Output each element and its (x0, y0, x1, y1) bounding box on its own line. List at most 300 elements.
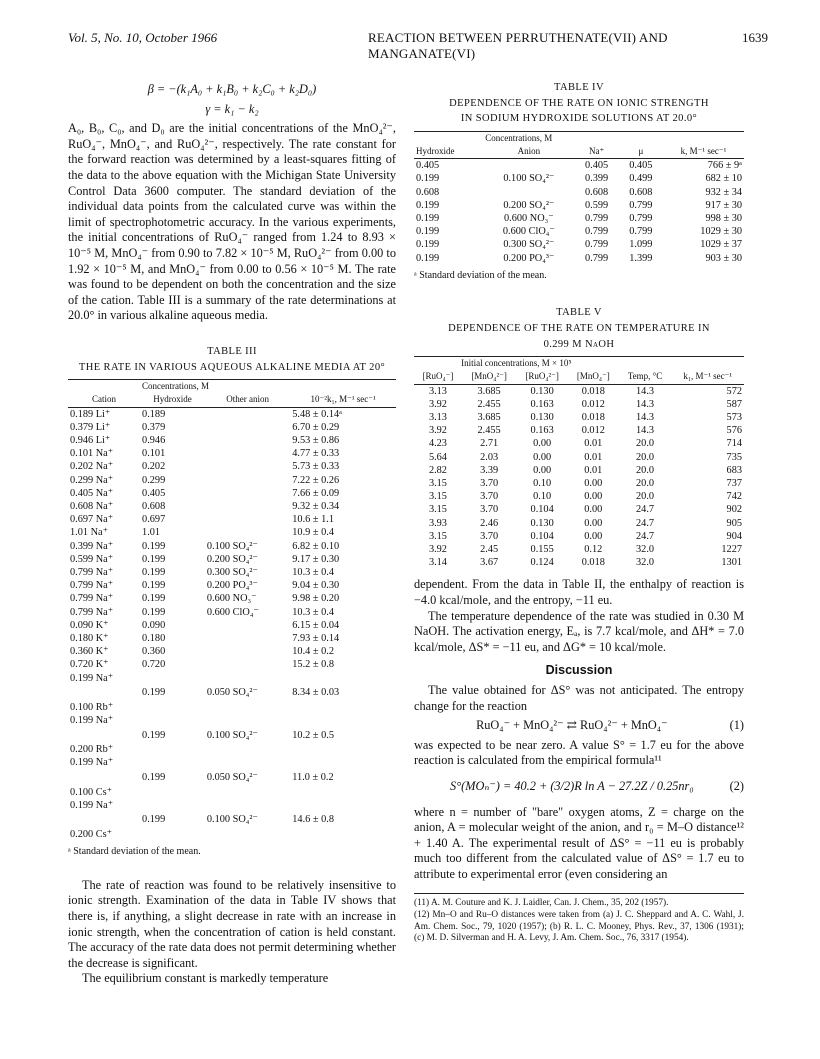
table-cell: 1227 (721, 544, 742, 556)
table-header: Temp, °C (627, 371, 663, 382)
table-cell: 0.00 (533, 451, 552, 463)
table-cell: 20.0 (636, 464, 655, 476)
table-row (414, 437, 744, 450)
table-cell: 0.608 (629, 186, 653, 198)
table-header: Cation (92, 394, 117, 405)
table-row (68, 658, 396, 671)
table-cell: 0.199 (142, 566, 166, 578)
table-cell: 0.200 PO₄³⁻ (206, 580, 258, 592)
table-cell: 905 (726, 517, 742, 529)
table-cell: 10.3 ± 0.4 (292, 606, 334, 618)
table-cell: 6.15 ± 0.04 (292, 619, 340, 631)
table-cell: 32.0 (636, 557, 655, 569)
table-cell: 3.92 (428, 398, 447, 410)
table-cell: 14.6 ± 0.8 (292, 814, 334, 826)
table-header: 10⁻²k₁, M⁻¹ sec⁻¹ (310, 394, 376, 405)
table-row (414, 384, 744, 398)
table-cell: 10.3 ± 0.4 (292, 566, 334, 578)
table-row (68, 553, 396, 566)
paragraph: dependent. From the data in Table II, the enthalpy of reaction is −4.0 kcal/mole, and the entropy, −11 eu. (414, 577, 744, 608)
table-footnote: ᵃ Standard deviation of the mean. (414, 269, 547, 281)
table-cell: 3.15 (428, 478, 447, 490)
table-header: μ (638, 145, 644, 156)
table-cell: 682 ± 10 (705, 173, 742, 185)
table-row (414, 212, 744, 225)
table-cell: 0.946 (142, 434, 166, 446)
table-cell (205, 632, 290, 645)
table-title: 0.299 M NaOH (543, 338, 615, 350)
table-cell: 5.73 ± 0.33 (292, 461, 340, 473)
table-3 (68, 379, 396, 841)
table-row (68, 487, 396, 500)
table-row (68, 714, 396, 756)
table-cell: 0.799 Na⁺ (70, 606, 114, 618)
table-header: [MnO₄²⁻] (471, 371, 507, 382)
table-title: IN SODIUM HYDROXIDE SOLUTIONS AT 20.0° (460, 113, 698, 125)
table-cell: 3.70 (480, 478, 499, 490)
table-5 (414, 356, 744, 569)
table-header: Hydroxide (153, 394, 192, 405)
equation-number: (1) (729, 718, 744, 733)
table-cell: 24.7 (636, 504, 655, 516)
table-cell: 0.130 (530, 412, 554, 423)
table-cell: 683 (726, 464, 742, 476)
table-cell: 3.685 (477, 412, 501, 423)
table-cell: 0.00 (533, 464, 552, 476)
paragraph: The value obtained for ΔS° was not anticipated. The entropy change for the reaction (414, 683, 744, 713)
table-cell: 572 (726, 385, 742, 397)
table-row (68, 500, 396, 513)
table-row (68, 474, 396, 487)
table-cell: 0.199 (142, 580, 166, 592)
table-cell: 0.130 (530, 385, 554, 397)
table-cell: 2.455 (477, 398, 501, 410)
table-cell: 0.01 (584, 464, 603, 476)
table-cell: 902 (726, 504, 742, 516)
table-cell: 5.64 (428, 451, 447, 463)
table-cell: 2.03 (480, 451, 499, 463)
table-cell: 0.399 Na⁺ (70, 540, 114, 552)
table-cell: 0.101 Na⁺ (70, 448, 114, 460)
table-title: DEPENDENCE OF THE RATE ON TEMPERATURE IN (448, 323, 710, 334)
table-cell: 9.17 ± 0.30 (292, 553, 340, 565)
table-cell: 0.180 K⁺ (70, 632, 109, 644)
table-cell: 7.93 ± 0.14 (292, 632, 340, 644)
table-cell: 20.0 (636, 491, 655, 503)
table-cell: 0.799 (584, 226, 609, 238)
table-cell: 9.32 ± 0.34 (292, 500, 340, 512)
table-row (68, 407, 396, 421)
table-4 (414, 131, 744, 265)
section-heading: Discussion (545, 663, 613, 678)
table-cell: 1301 (721, 557, 742, 569)
table-cell: 0.199 (416, 213, 440, 224)
table-footnote: ᵃ Standard deviation of the mean. (68, 846, 201, 858)
table-row (414, 159, 744, 173)
table-row (414, 199, 744, 212)
table-cell: 0.100 SO₄²⁻ (503, 173, 555, 185)
table-cell: 0.299 Na⁺ (70, 474, 114, 486)
table-row (68, 540, 396, 553)
table-cell: 0.199 (142, 593, 166, 605)
table-cell: 0.399 (584, 173, 609, 185)
table-cell: 0.360 K⁺ (70, 646, 109, 658)
table-row (68, 799, 396, 841)
table-cell: 3.70 (480, 530, 499, 542)
table-cell: 20.0 (636, 478, 655, 490)
table-cell: 2.45 (480, 544, 499, 556)
table-row (68, 592, 396, 605)
table-cell: 11.0 ± 0.2 (292, 771, 334, 783)
table-row (68, 756, 396, 798)
table-cell (205, 645, 290, 658)
table-cell: 0.600 NO₃⁻ (206, 593, 257, 605)
table-cell: 9.53 ± 0.86 (292, 434, 340, 446)
table-cell: 0.104 (530, 504, 554, 516)
table-cell: 0.00 (584, 504, 603, 516)
table-cell: 0.202 (142, 461, 166, 473)
table-row (414, 424, 744, 437)
table-cell: 0.090 (142, 619, 166, 631)
table-cell: 3.15 (428, 504, 447, 516)
paragraph: was expected to be near zero. A value S° = 1.7 eu for the above reaction is calculated from the empirical formula¹¹ (414, 737, 744, 768)
table-cell: 2.71 (480, 438, 499, 450)
table-cell: 3.13 (428, 412, 447, 423)
table-cell (205, 658, 290, 671)
table-cell: 0.405 Na⁺ (70, 487, 114, 499)
paragraph: A₀, B₀, C₀, and D₀ are the initial concentrations of the MnO₄²⁻, RuO₄⁻, MnO₄⁻, and RuO₄²⁻, respectively. The rate constant for the forward reaction was determined by a least-squares fitting of the data to the above equation with the Michigan State University Control Data 3600 computer. The standard deviation of the individual data points from the calculated curve was within the limit of spectrophotometric accuracy. In the various experiments, the initial concentrations of RuO₄⁻ ranged from 1.24 to 8.93 × 10⁻⁵ M, MnO₄⁻ from 0.90 to 7.82 × 10⁻⁵ M, RuO₄²⁻ from 0.00 to 1.92 × 10⁻⁵ M, and MnO₄⁻ from 0.00 to 0.56 × 10⁻⁵ M. The rate was found to be dependent on both the concentration and the size of the cation. Table III is a summary of the rate determinations at 20.0° in various alkaline aqueous media. (68, 121, 396, 323)
table-cell: 0.100 SO₄²⁻ (206, 814, 258, 826)
table-cell: 903 ± 30 (705, 252, 742, 264)
footnote-references (414, 893, 744, 945)
table-cell: 0.799 (629, 226, 653, 238)
entropy-formula (414, 779, 744, 795)
table-cell (68, 714, 140, 756)
table-cell: 0.199 (416, 252, 440, 264)
reference: (12) Mn–O and Ru–O distances were taken from (a) J. C. Sheppard and A. C. Wahl, J. Am. Chem. Soc., 79, 1020 (1957); (b) R. L. C. Mooney, Phys. Rev., 37, 1306 (1931); (c) M. D. Silverman and H. A. Levy, J. Am. Chem. Soc., 76, 3317 (1954). (414, 910, 744, 944)
table-cell (205, 460, 290, 473)
table-cell: 0.300 SO₄²⁻ (206, 566, 258, 578)
table-header: Other anion (226, 394, 269, 405)
table-cell: 2.46 (480, 517, 499, 529)
table-cell: 0.00 (584, 517, 603, 529)
table-cell: 0.00 (584, 478, 603, 490)
table-cell: 0.946 Li⁺ (70, 434, 111, 446)
table-row (68, 513, 396, 526)
table-cell: 0.199 (142, 814, 166, 826)
table-cell: 0.799 (584, 252, 609, 264)
table-cell: 0.608 (142, 500, 166, 512)
table-cell: 0.799 (629, 213, 653, 224)
table-header: Hydroxide (416, 145, 455, 156)
table-title: THE RATE IN VARIOUS AQUEOUS ALKALINE MEDIA AT 20° (78, 361, 386, 373)
table-cell: 3.15 (428, 530, 447, 542)
table-row (414, 556, 744, 569)
table-cell: 0.00 (584, 491, 603, 503)
table-header: Na⁺ (588, 145, 605, 156)
table-cell: 3.67 (480, 557, 499, 569)
table-row (414, 490, 744, 503)
table-cell: 3.685 (477, 385, 501, 397)
table-cell: 904 (726, 530, 742, 542)
table-cell: 10.9 ± 0.4 (292, 527, 334, 539)
table-cell: 0.405 (584, 160, 609, 172)
table-label: TABLE V (556, 307, 602, 319)
table-cell: 24.7 (636, 517, 655, 529)
table-row (68, 566, 396, 579)
table-cell: 0.600 ClO₄⁻ (206, 606, 259, 618)
cation-value: 0.100 Cs⁺ (70, 786, 113, 798)
table-group-header: Concentrations, M (485, 132, 553, 143)
table-cell: 0.299 (142, 474, 166, 486)
table-row (414, 464, 744, 477)
table-cell: 0.018 (581, 412, 605, 423)
table-label: TABLE IV (554, 82, 604, 93)
table-cell: 0.050 SO₄²⁻ (206, 771, 258, 783)
table-cell (205, 513, 290, 526)
table-cell: 0.405 (416, 160, 440, 172)
table-row (68, 632, 396, 645)
table-cell: 0.300 SO₄²⁻ (503, 239, 555, 251)
table-cell: 0.100 SO₄²⁻ (206, 540, 258, 552)
table-row (414, 172, 744, 185)
table-cell: 24.7 (636, 530, 655, 542)
cation-value: 0.199 Na⁺ (70, 714, 114, 726)
running-header (68, 30, 768, 61)
table-cell: 0.799 (629, 199, 653, 211)
table-cell: 0.599 (584, 199, 609, 211)
table-cell: 0.199 (416, 199, 440, 211)
table-cell: 0.199 (142, 729, 166, 741)
table-cell: 0.124 (530, 557, 554, 569)
table-cell: 14.3 (636, 425, 655, 437)
table-cell: 3.15 (428, 491, 447, 503)
cation-value: 0.100 Rb⁺ (70, 701, 114, 713)
table-cell: 3.92 (428, 425, 447, 437)
table-cell: 0.697 (142, 514, 166, 526)
table-cell: 0.199 (142, 771, 166, 783)
table-cell (205, 487, 290, 500)
table-cell: 3.13 (428, 385, 447, 397)
table-row (68, 619, 396, 632)
table-cell: 2.455 (477, 425, 501, 437)
table-cell: 20.0 (636, 438, 655, 450)
table-row (414, 451, 744, 464)
table-row (68, 421, 396, 434)
table-cell (205, 500, 290, 513)
table-cell (205, 447, 290, 460)
table-cell: 0.697 Na⁺ (70, 514, 114, 526)
table-cell: 0.163 (530, 425, 554, 437)
table-cell: 0.090 K⁺ (70, 619, 109, 631)
table-cell (205, 619, 290, 632)
table-cell: 4.77 ± 0.33 (292, 448, 340, 460)
table-row (414, 543, 744, 556)
table-cell: 0.608 Na⁺ (70, 500, 114, 512)
table-group-header: Initial concentrations, M × 10⁵ (461, 358, 572, 369)
table-cell: 0.00 (584, 530, 603, 542)
table-cell: 6.82 ± 0.10 (292, 540, 340, 552)
table-cell: 10.2 ± 0.5 (292, 729, 334, 741)
table-cell (68, 672, 140, 714)
table-cell: 742 (726, 491, 742, 503)
table-cell: 0.720 K⁺ (70, 659, 109, 671)
table-cell: 0.405 (629, 160, 653, 172)
table-cell (205, 474, 290, 487)
table-cell: 0.10 (533, 478, 552, 490)
table-header: [RuO₄⁻] (422, 371, 454, 382)
table-cell: 0.155 (530, 544, 554, 556)
table-cell: 0.379 Li⁺ (70, 421, 111, 433)
table-cell: 0.360 (142, 646, 166, 658)
table-cell: 0.200 SO₄²⁻ (206, 553, 258, 565)
table-cell: 3.92 (428, 544, 447, 556)
table-cell: 0.01 (584, 438, 603, 450)
table-cell: 0.405 (142, 487, 166, 499)
table-title: DEPENDENCE OF THE RATE ON IONIC STRENGTH (449, 97, 709, 109)
left-column (68, 82, 396, 987)
table-header: [RuO₄²⁻] (525, 371, 559, 382)
journal-volume: Vol. 5, No. 10, October 1966 (68, 30, 218, 45)
table-row (414, 411, 744, 424)
table-cell: 0.050 SO₄²⁻ (206, 687, 258, 699)
table-cell: 0.018 (581, 557, 605, 569)
table-row (414, 477, 744, 490)
table-row (414, 238, 744, 251)
table-cell: 9.98 ± 0.20 (292, 593, 340, 605)
table-cell: 0.499 (629, 173, 653, 185)
table-cell: 587 (726, 398, 742, 410)
table-row (414, 398, 744, 411)
table-cell: 1.099 (629, 239, 653, 251)
table-cell: 0.101 (142, 448, 166, 460)
table-cell: 0.189 Li⁺ (70, 408, 111, 420)
table-cell: 0.163 (530, 398, 554, 410)
table-cell: 573 (726, 412, 742, 423)
reaction-text: RuO₄⁻ + MnO₄²⁻ ⇄ RuO₄²⁻ + MnO₄⁻ (476, 718, 668, 733)
table-cell (205, 434, 290, 447)
table-row (68, 447, 396, 460)
table-row (414, 186, 744, 199)
table-cell: 0.600 ClO₄⁻ (502, 226, 555, 238)
table-header: Anion (517, 145, 541, 156)
table-cell: 998 ± 30 (705, 213, 742, 224)
table-cell: 0.10 (533, 491, 552, 503)
table-group-header: Concentrations, M (142, 381, 210, 392)
table-cell: 9.04 ± 0.30 (292, 580, 340, 592)
table-cell: 3.93 (428, 517, 447, 529)
table-row (68, 460, 396, 473)
table-row (414, 225, 744, 238)
table-cell: 735 (726, 451, 742, 463)
table-cell: 5.48 ± 0.14ᵃ (292, 408, 342, 420)
table-cell: 0.012 (581, 398, 605, 410)
equation-beta: β = −(k₁A₀ + k₁B₀ + k₂C₀ + k₂D₀) (147, 82, 317, 96)
table-cell (68, 799, 140, 841)
table-cell: 7.66 ± 0.09 (292, 487, 340, 499)
table-cell: 0.012 (581, 425, 605, 437)
table-cell: 4.23 (428, 438, 447, 450)
table-cell: 917 ± 30 (705, 199, 742, 211)
reference: (11) A. M. Couture and K. J. Laidler, Can. J. Chem., 35, 202 (1957). (414, 897, 669, 908)
table-cell: 0.199 (142, 687, 166, 699)
cation-value: 0.200 Cs⁺ (70, 828, 113, 840)
running-title: REACTION BETWEEN PERRUTHENATE(VII) AND MANGANATE(VI) (368, 30, 668, 61)
table-cell: 0.608 (416, 186, 440, 198)
table-row (414, 503, 744, 516)
table-row (68, 579, 396, 592)
table-cell: 576 (726, 425, 742, 437)
table-header: [MnO₄⁻] (576, 371, 610, 382)
table-cell: 0.199 (142, 606, 166, 618)
table-cell (68, 756, 140, 798)
table-cell: 0.608 (584, 186, 609, 198)
table-cell: 714 (726, 438, 742, 450)
table-cell: 10.6 ± 1.1 (292, 514, 334, 526)
table-cell: 0.100 SO₄²⁻ (206, 729, 258, 741)
table-cell: 0.799 Na⁺ (70, 593, 114, 605)
table-cell: 3.70 (480, 504, 499, 516)
table-cell: 0.379 (142, 421, 166, 433)
table-cell: 6.70 ± 0.29 (292, 421, 340, 433)
table-cell: 766 ± 9ᵃ (707, 160, 742, 172)
table-body (68, 407, 396, 841)
paragraph: The temperature dependence of the rate was studied in 0.30 M NaOH. The activation energy, Eₐ, is 7.7 kcal/mole, and ΔH* = 7.0 kcal/mole, ΔS* = −11 eu, and ΔG* = 10 kcal/mole. (414, 608, 744, 654)
table-cell: 0.018 (581, 385, 605, 397)
table-cell: 737 (726, 478, 742, 490)
table-cell: 1.399 (629, 252, 653, 264)
table-body (414, 384, 744, 569)
table-cell: 8.34 ± 0.03 (292, 687, 340, 699)
table-cell: 0.799 (584, 239, 609, 251)
right-column (414, 80, 744, 946)
formula-text: S°(MOₙ⁻) = 40.2 + (3/2)R ln A − 27.2Z / 0.25nr₀ (450, 778, 694, 793)
reaction-equation (414, 718, 744, 734)
table-cell: 0.199 (416, 226, 440, 238)
table-cell: 0.130 (530, 517, 554, 529)
table-cell: 0.799 Na⁺ (70, 580, 114, 592)
table-row (68, 672, 396, 714)
table-cell: 0.199 (416, 239, 440, 251)
table-cell: 0.799 Na⁺ (70, 566, 114, 578)
table-row (414, 517, 744, 530)
table-cell: 0.189 (142, 408, 166, 420)
table-cell: 20.0 (636, 451, 655, 463)
table-cell: 0.199 (416, 173, 440, 185)
table-cell: 1.01 (142, 527, 161, 539)
table-cell: 32.0 (636, 544, 655, 556)
table-cell: 0.180 (142, 632, 166, 644)
cation-value: 0.199 Na⁺ (70, 799, 114, 811)
table-cell: 932 ± 34 (705, 186, 742, 198)
table-cell (205, 421, 290, 434)
table-row (68, 645, 396, 658)
equation-gamma: γ = k₁ − k₂ (205, 101, 259, 116)
table-cell: 14.3 (636, 385, 655, 397)
table-row (68, 526, 396, 539)
table-cell (205, 526, 290, 539)
table-row (414, 530, 744, 543)
paragraph: where n = number of "bare" oxygen atoms, Z = charge on the anion, A = molecular weight of the anion, and r₀ = M–O distance¹² + 1.40 A. The experimental result of ΔS° = −11 eu is probably much too different from the calculated value of ΔS° = 1.7 eu to attribute to experimental error (even considering an (414, 804, 744, 881)
table-cell: 0.104 (530, 530, 554, 542)
table-cell: 10.4 ± 0.2 (292, 646, 334, 658)
paragraph: The rate of reaction was found to be relatively insensitive to ionic strength. Examination of the data in Table IV shows that there is, if anything, a slight decrease in rate with an increase in ionic strength, when the concentration of cation is held constant. The accuracy of the rate data does not permit determining whether the decrease is significant. (68, 877, 396, 970)
table-cell: 0.01 (584, 451, 603, 463)
equation-number: (2) (729, 778, 744, 793)
table-cell (205, 407, 290, 421)
table-header: k, M⁻¹ sec⁻¹ (680, 145, 727, 156)
table-cell (483, 186, 574, 199)
